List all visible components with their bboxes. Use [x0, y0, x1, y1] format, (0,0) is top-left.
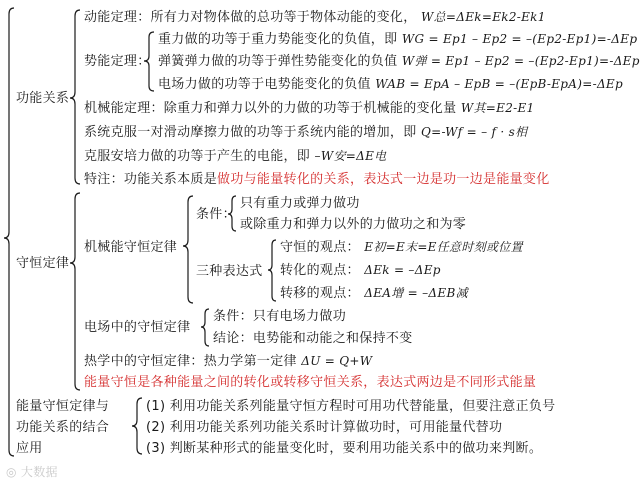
field-bracket [201, 309, 209, 346]
work-energy-bracket [70, 10, 80, 184]
field-conclusion: 结论：电势能和动能之和保持不变 [213, 331, 413, 346]
form3 [280, 285, 468, 302]
form2-formula: ΔEk = –ΔEp [364, 263, 441, 277]
friction-line [84, 124, 527, 141]
spring-line [158, 53, 640, 70]
gravity-text: 重力做的功等于重力势能变化的负值，即 [158, 32, 398, 47]
gravity-line [158, 31, 637, 48]
ampere-line [84, 148, 386, 165]
form1 [280, 239, 523, 256]
conservation-bracket [70, 193, 80, 390]
potential-label: 势能定理： [84, 54, 151, 69]
note-label: 特注：功能关系本质是 [84, 172, 218, 187]
three-forms-label: 三种表达式 [196, 264, 263, 279]
form2 [280, 262, 441, 279]
forms-bracket [268, 240, 276, 301]
note-line [84, 171, 550, 188]
ampere-formula: –W安=ΔE电 [314, 149, 387, 163]
form1-formula: E初=E末=E任意时刻或位置 [364, 240, 523, 254]
form3-formula: ΔEA增 = –ΔEB减 [364, 286, 468, 300]
combined-item-3: (3) 判断某种形式的能量变化时，要利用功能关系中的做功来判断。 [146, 441, 543, 456]
mechanical-text: 机械能定理：除重力和弹力以外的力做的功等于机械能的变化量 [84, 101, 457, 116]
ampere-text: 克服安培力做的功等于产生的电能，即 [84, 149, 311, 164]
electric-formula: WAB = EpA – EpB = –(EpB-EpA)=-ΔEp [375, 77, 623, 91]
combined-item-1: (1) 利用功能关系列能量守恒方程时可用功代替能量，但要注意正负号 [146, 399, 556, 414]
conservation-title: 守恒定律 [16, 256, 70, 271]
combined-bracket [132, 398, 142, 454]
form2-label: 转化的观点： [280, 263, 360, 278]
cond2: 或除重力和弹力以外的力做功之和为零 [240, 217, 467, 232]
spring-text: 弹簧弹力做的功等于弹性势能变化的负值 [158, 54, 398, 69]
electric-line [158, 76, 623, 93]
mechanical-formula: W其=E2-E1 [460, 101, 535, 115]
combined-title-line1: 能量守恒定律与 [16, 399, 110, 414]
note-red: 做功与能量转化的关系，表达式一边是功一边是能量变化 [217, 172, 550, 187]
energy-conservation-note: 能量守恒是各种能量之间的转化或转移守恒关系，表达式两边是不同形式能量 [84, 375, 537, 390]
watermark-text: 大数据 [20, 465, 58, 479]
friction-text: 系统克服一对滑动摩擦力做的功等于系统内能的增加，即 [84, 125, 417, 140]
thermo-formula: ΔU = Q+W [301, 354, 373, 368]
mech-title: 机械能守恒定律 [84, 240, 178, 255]
outer-bracket [4, 8, 14, 456]
cond1: 只有重力或弹力做功 [240, 196, 360, 211]
electric-text: 电场力做的功等于电势能变化的负值 [158, 77, 371, 92]
form1-label: 守恒的观点： [280, 240, 360, 255]
watermark [6, 464, 58, 481]
conditions-label: 条件： [196, 207, 236, 222]
friction-formula: Q=-Wf = – f · s相 [420, 125, 528, 139]
mechanical-line [84, 100, 534, 117]
watermark-icon: ◎ [6, 465, 21, 479]
mech-bracket [183, 196, 193, 303]
work-energy-title: 功能关系 [16, 91, 70, 106]
kinetic-text: 动能定理：所有力对物体做的总功等于物体动能的变化， [84, 10, 417, 25]
spring-formula: W弹 = Ep1 – Ep2 = –(Ep2-Ep1)=-ΔEp [401, 54, 640, 68]
thermo-line [84, 353, 372, 370]
field-title: 电场中的守恒定律 [84, 320, 191, 335]
thermo-text: 热学中的守恒定律：热力学第一定律 [84, 354, 297, 369]
field-condition: 条件：只有电场力做功 [213, 309, 347, 324]
form3-label: 转移的观点： [280, 286, 360, 301]
kinetic-formula: W总=ΔEk=Ek2-Ek1 [420, 10, 546, 24]
kinetic-theorem [84, 9, 546, 26]
combined-title-line2: 功能关系的结合 [16, 420, 110, 435]
combined-item-2: (2) 利用功能关系列功能关系时计算做功时，可用能量代替功 [146, 420, 503, 435]
gravity-formula: WG = Ep1 – Ep2 = –(Ep2-Ep1)=-ΔEp [401, 32, 638, 46]
combined-title-line3: 应用 [16, 441, 43, 456]
